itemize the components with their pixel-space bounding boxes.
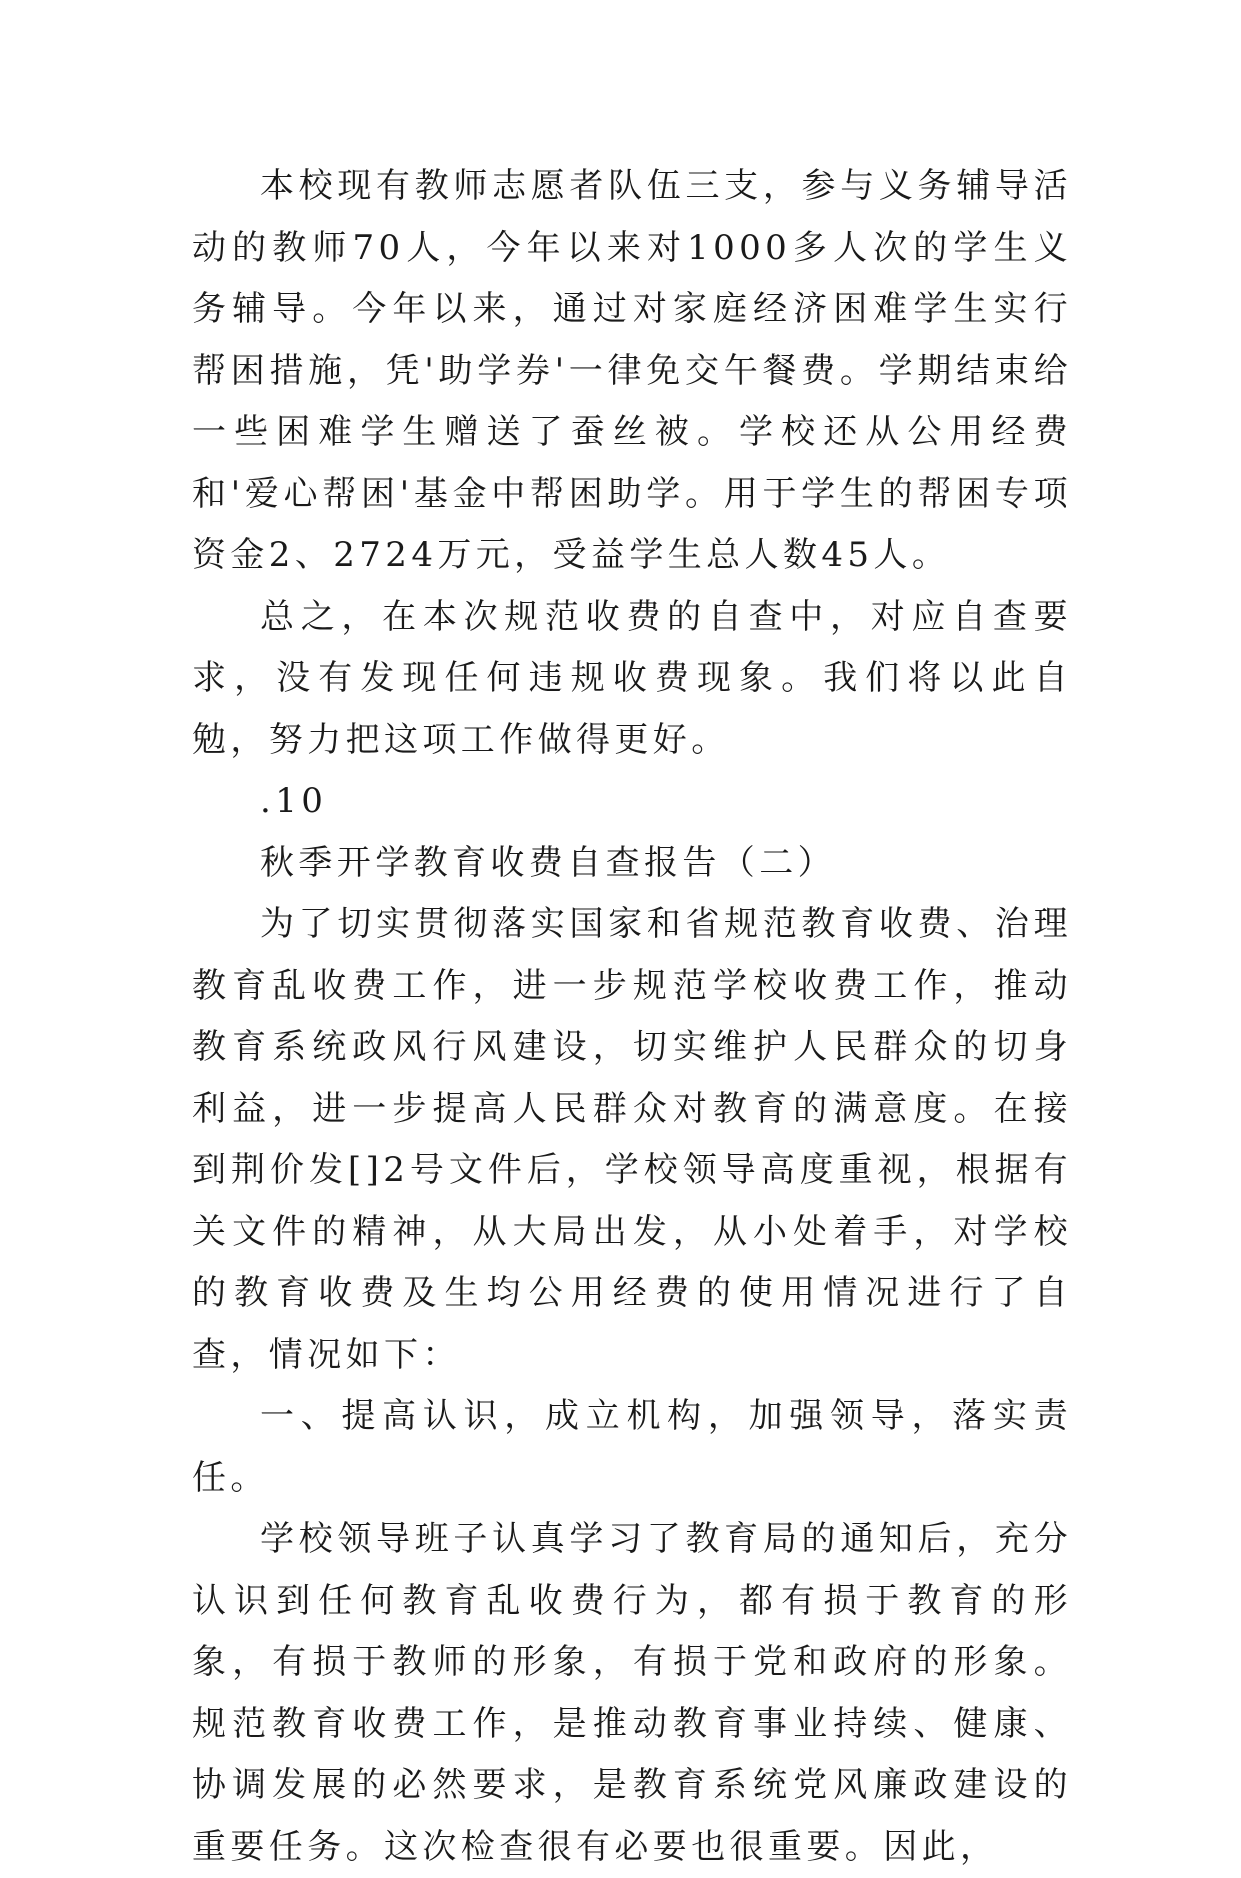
paragraph-introduction: 为了切实贯彻落实国家和省规范教育收费、治理教育乱收费工作，进一步规范学校收费工作，推动教育系统政风行风建设，切实维护人民群众的切身利益，进一步提高人民群众对教育的满意度。在接到荆价发[]2号文件后，学校领导高度重视，根据有关文件的精神，从大局出发，从小处着手，对学校的教育收费及生均公用经费的使用情况进行了自查，情况如下： [192,904,1072,1375]
paragraph-conclusion: 总之，在本次规范收费的自查中，对应自查要求，没有发现任何违规收费现象。我们将以此自勉，努力把这项工作做得更好。 [192,596,1072,760]
paragraph-leadership-study: 学校领导班子认真学习了教育局的通知后，充分认识到任何教育乱收费行为，都有损于教育的形象，有损于教师的形象，有损于党和政府的形象。规范教育收费工作，是推动教育事业持续、健康、协调发展的必然要求，是教育系统党风廉政建设的重要任务。这次检查很有必要也很重要。因此， [192,1519,1072,1867]
report-title: 秋季开学教育收费自查报告（二） [260,842,836,883]
section-heading-1: 一、提高认识，成立机构，加强领导，落实责任。 [192,1396,1072,1498]
document-body [192,156,1072,1878]
date-line: .10 [260,781,328,821]
paragraph-volunteer-teachers: 本校现有教师志愿者队伍三支，参与义务辅导活动的教师70人，今年以来对1000多人次的学生义务辅导。今年以来，通过对家庭经济困难学生实行帮困措施，凭'助学券'一律免交午餐费。学期结束给一些困难学生赠送了蚕丝被。学校还从公用经费和'爱心帮困'基金中帮困助学。用于学生的帮困专项资金2、2724万元，受益学生总人数45人。 [192,166,1072,575]
